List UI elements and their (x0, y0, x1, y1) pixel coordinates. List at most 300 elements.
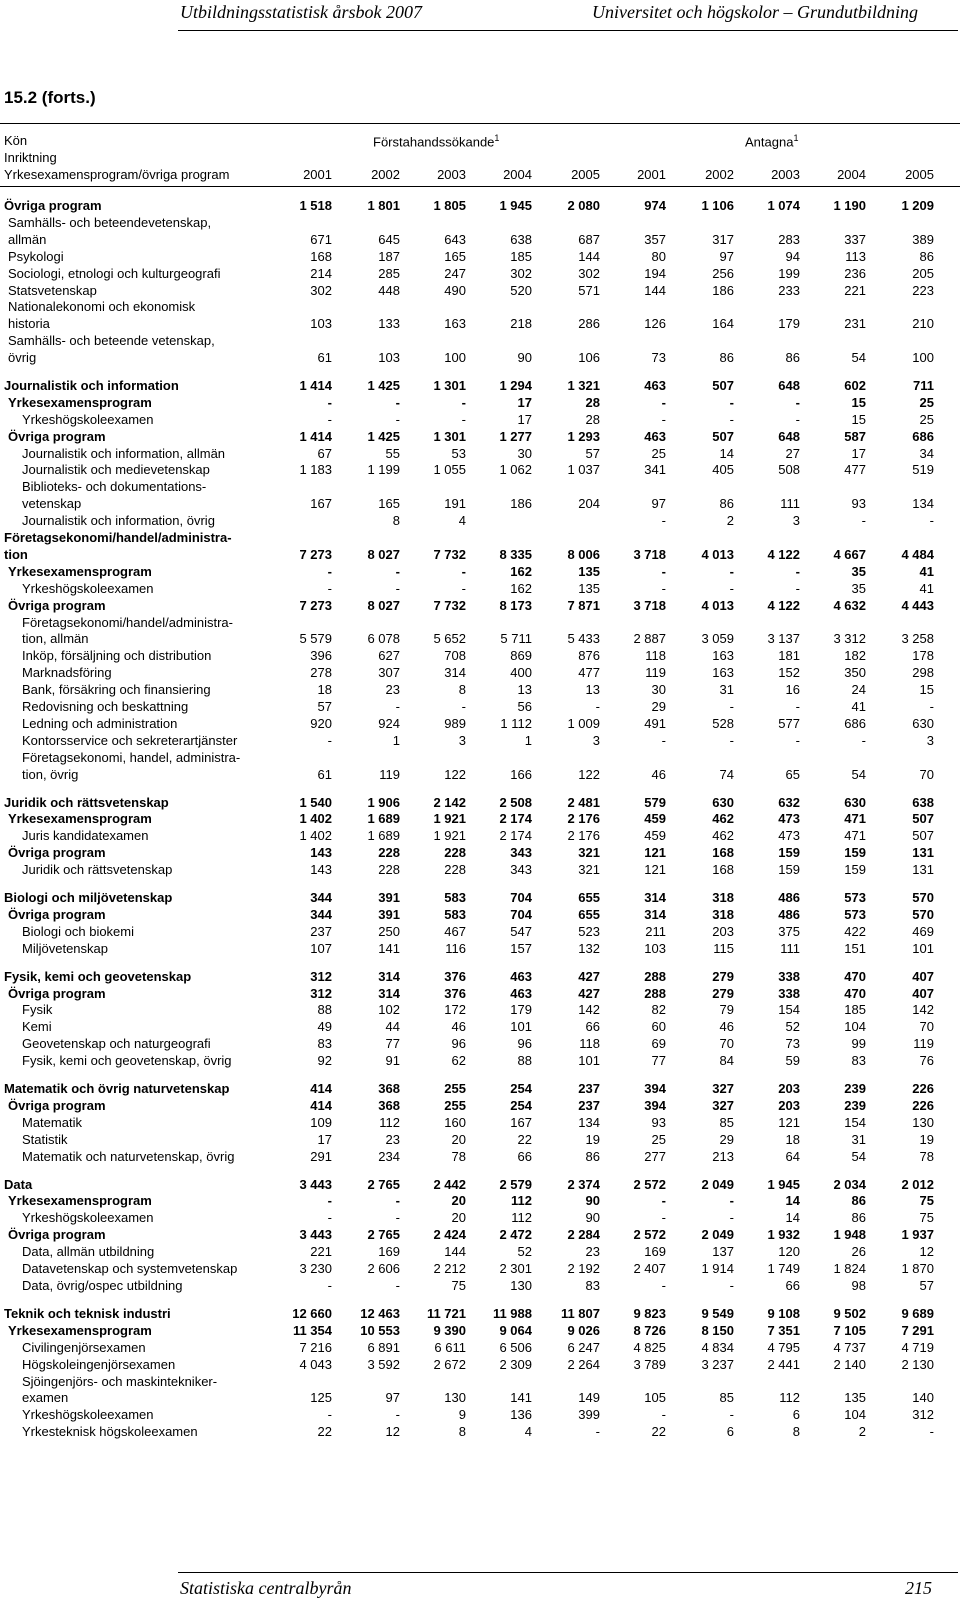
cell-value: 298 (912, 665, 934, 680)
cell-value: 11 807 (560, 1306, 600, 1321)
cell-value: 507 (912, 828, 934, 843)
table-row (0, 1036, 960, 1053)
col-group-antagna (745, 133, 798, 149)
cell-value: 427 (578, 986, 600, 1001)
cell-value: 19 (585, 1132, 600, 1147)
cell-value: 2 765 (367, 1227, 400, 1242)
row-label: Fysik (22, 1002, 53, 1017)
cell-value: 405 (712, 462, 734, 477)
cell-value: 65 (785, 767, 800, 782)
cell-value: 67 (317, 446, 332, 461)
cell-value: 57 (317, 699, 332, 714)
cell-value: 920 (310, 716, 332, 731)
cell-value: 327 (712, 1098, 734, 1113)
cell-value: 152 (778, 665, 800, 680)
cell-value: - (327, 733, 332, 748)
cell-value: 338 (778, 969, 800, 984)
cell-value: 704 (510, 907, 532, 922)
table-row (0, 750, 960, 767)
cell-value: 112 (779, 1390, 800, 1405)
cell-value: 46 (651, 767, 666, 782)
cell-value: 407 (912, 969, 934, 984)
footer-left-text: Statistiska centralbyrån (180, 1578, 352, 1598)
row-label: Matematik och övrig naturvetenskap (4, 1081, 230, 1096)
cell-value: 5 711 (500, 631, 532, 646)
cell-value: 119 (913, 1036, 934, 1051)
cell-value: 164 (712, 316, 734, 331)
row-label: Yrkesteknisk högskoleexamen (22, 1424, 198, 1439)
cell-value: 178 (912, 648, 934, 663)
cell-value: 3 059 (701, 631, 734, 646)
cell-value: 1 183 (299, 462, 332, 477)
row-label: Redovisning och beskattning (22, 699, 189, 714)
col-group-forstahandssokande-note: 1 (494, 133, 500, 143)
year-header: 2003 (437, 167, 466, 182)
cell-value: 2 034 (833, 1177, 866, 1192)
cell-value: 239 (844, 1081, 866, 1096)
cell-value: 507 (712, 378, 734, 393)
cell-value: 2 142 (433, 795, 466, 810)
cell-value: 132 (578, 941, 600, 956)
cell-value: 1 945 (499, 198, 532, 213)
table-row (0, 266, 960, 283)
cell-value: 643 (444, 232, 466, 247)
cell-value: 974 (644, 198, 666, 213)
row-label: Sociologi, etnologi och kulturgeografi (8, 266, 221, 281)
table-row (0, 969, 960, 986)
cell-value: 1 062 (499, 462, 532, 477)
cell-value: 203 (778, 1098, 800, 1113)
cell-value: 3 592 (367, 1357, 400, 1372)
cell-value: 133 (378, 316, 400, 331)
cell-value: - (461, 412, 466, 427)
cell-value: 20 (451, 1210, 466, 1225)
cell-value: 1 689 (367, 828, 400, 843)
row-label: Övriga program (4, 198, 102, 213)
cell-value: 20 (451, 1193, 466, 1208)
cell-value: 2 481 (567, 795, 600, 810)
cell-value: 85 (719, 1115, 734, 1130)
cell-value: - (461, 581, 466, 596)
cell-value: 28 (585, 395, 600, 410)
cell-value: - (661, 1278, 666, 1293)
year-header: 2004 (503, 167, 532, 182)
row-label: Biblioteks- och dokumentations- (22, 479, 207, 494)
cell-value: 571 (578, 283, 600, 298)
cell-value: 172 (444, 1002, 466, 1017)
cell-value: 473 (778, 828, 800, 843)
cell-value: 519 (912, 462, 934, 477)
cell-value: 399 (578, 1407, 600, 1422)
table-row (0, 716, 960, 733)
row-label: Biologi och biokemi (22, 924, 135, 939)
cell-value: 159 (778, 862, 800, 877)
cell-value: 84 (719, 1053, 734, 1068)
cell-value: 213 (712, 1149, 734, 1164)
cell-value: 140 (912, 1390, 934, 1405)
cell-value: 82 (651, 1002, 666, 1017)
cell-value: 112 (511, 1193, 532, 1208)
cell-value: 106 (578, 350, 600, 365)
cell-value: 11 988 (492, 1306, 532, 1321)
cell-value: 101 (578, 1053, 600, 1068)
table-row (0, 198, 960, 215)
cell-value: 2 508 (499, 795, 532, 810)
cell-value: - (929, 1424, 934, 1439)
cell-value: 86 (919, 249, 934, 264)
cell-value: - (929, 699, 934, 714)
row-label: Yrkesexamensprogram (8, 1193, 152, 1208)
cell-value: - (395, 699, 400, 714)
cell-value: 130 (444, 1390, 466, 1405)
cell-value: 312 (912, 1407, 934, 1422)
row-label: Övriga program (8, 845, 106, 860)
cell-value: 4 122 (767, 547, 800, 562)
row-label: Juridik och rättsvetenskap (4, 795, 169, 810)
cell-value: 113 (845, 249, 866, 264)
cell-value: 3 258 (901, 631, 934, 646)
cell-value: 375 (778, 924, 800, 939)
cell-value: 121 (778, 1115, 800, 1130)
cell-value: 22 (317, 1424, 332, 1439)
cell-value: 1 037 (567, 462, 600, 477)
cell-value: 5 652 (433, 631, 466, 646)
cell-value: 55 (385, 446, 400, 461)
cell-value: 869 (510, 648, 532, 663)
cell-value: 277 (644, 1149, 666, 1164)
cell-value: - (461, 395, 466, 410)
cell-value: 149 (578, 1390, 600, 1405)
cell-value: 35 (851, 564, 866, 579)
cell-value: 247 (444, 266, 466, 281)
cell-value: 645 (378, 232, 400, 247)
cell-value: 214 (310, 266, 332, 281)
cell-value: 66 (517, 1149, 532, 1164)
cell-value: 3 230 (299, 1261, 332, 1276)
table-row (0, 581, 960, 598)
cell-value: 1 277 (499, 429, 532, 444)
cell-value: - (395, 1210, 400, 1225)
table-row (0, 333, 960, 350)
cell-value: 122 (578, 767, 600, 782)
cell-value: 507 (712, 429, 734, 444)
cell-value: 79 (719, 1002, 734, 1017)
cell-value: 8 (392, 513, 400, 528)
cell-value: 8 (458, 1424, 466, 1439)
cell-value: 4 834 (701, 1340, 734, 1355)
cell-value: 144 (578, 249, 600, 264)
cell-value: 221 (310, 1244, 332, 1259)
table-row (0, 598, 960, 615)
cell-value: 638 (912, 795, 934, 810)
table-row (0, 1177, 960, 1194)
cell-value: 160 (444, 1115, 466, 1130)
table-row (0, 1132, 960, 1149)
cell-value: 2 012 (901, 1177, 934, 1192)
cell-value: 459 (644, 828, 666, 843)
cell-value: 14 (785, 1210, 800, 1225)
cell-value: 255 (444, 1098, 466, 1113)
row-label: Data (4, 1177, 33, 1192)
cell-value: 137 (712, 1244, 734, 1259)
cell-value: 168 (712, 862, 734, 877)
cell-value: 1 914 (701, 1261, 734, 1276)
cell-value: 88 (517, 1053, 532, 1068)
cell-value: 167 (310, 496, 332, 511)
cell-value: 9 (458, 1407, 466, 1422)
cell-value: 470 (844, 969, 866, 984)
cell-value: 2 049 (701, 1227, 734, 1242)
cell-value: 2 424 (433, 1227, 466, 1242)
cell-value: 104 (844, 1407, 866, 1422)
cell-value: 632 (778, 795, 800, 810)
cell-value: 250 (378, 924, 400, 939)
cell-value: 142 (912, 1002, 934, 1017)
year-header: 2005 (571, 167, 600, 182)
row-label: Psykologi (8, 249, 64, 264)
cell-value: 314 (378, 986, 400, 1001)
cell-value: 9 390 (433, 1323, 466, 1338)
table-row (0, 1019, 960, 1036)
cell-value: 28 (585, 412, 600, 427)
cell-value: 101 (510, 1019, 532, 1034)
cell-value: 93 (651, 1115, 666, 1130)
cell-value: 125 (310, 1390, 332, 1405)
cell-value: 3 789 (633, 1357, 666, 1372)
cell-value: 169 (378, 1244, 400, 1259)
table-top-rule (0, 123, 960, 124)
cell-value: 154 (778, 1002, 800, 1017)
cell-value: 59 (785, 1053, 800, 1068)
cell-value: 1 (392, 733, 400, 748)
cell-value: 93 (851, 496, 866, 511)
cell-value: 205 (912, 266, 934, 281)
cell-value: 2 049 (701, 1177, 734, 1192)
cell-value: 3 (926, 733, 934, 748)
cell-value: 279 (712, 986, 734, 1001)
row-label: Kemi (22, 1019, 52, 1034)
cell-value: 463 (644, 429, 666, 444)
cell-value: 199 (778, 266, 800, 281)
table-row (0, 547, 960, 564)
cell-value: - (729, 1210, 734, 1225)
cell-value: 111 (780, 941, 800, 956)
cell-value: 314 (444, 665, 466, 680)
cell-value: 357 (644, 232, 666, 247)
cell-value: 337 (844, 232, 866, 247)
table-row (0, 665, 960, 682)
cell-value: 179 (778, 316, 800, 331)
table-row (0, 1227, 960, 1244)
cell-value: 3 (792, 513, 800, 528)
cell-value: - (661, 733, 666, 748)
table-row (0, 1081, 960, 1098)
cell-value: 134 (912, 496, 934, 511)
row-label: Övriga program (8, 598, 106, 613)
cell-value: - (795, 564, 800, 579)
cell-value: 131 (912, 845, 934, 860)
cell-value: 391 (378, 890, 400, 905)
cell-value: - (729, 395, 734, 410)
cell-value: 2 212 (433, 1261, 466, 1276)
cell-value: 1 199 (367, 462, 400, 477)
cell-value: 2 887 (633, 631, 666, 646)
table-row (0, 648, 960, 665)
cell-value: 115 (713, 941, 734, 956)
cell-value: 648 (778, 378, 800, 393)
cell-value: 52 (785, 1019, 800, 1034)
cell-value: 3 443 (299, 1227, 332, 1242)
cell-value: 231 (844, 316, 866, 331)
cell-value: 135 (578, 564, 600, 579)
cell-value: 344 (310, 907, 332, 922)
table-row (0, 862, 960, 879)
cell-value: 29 (719, 1132, 734, 1147)
cell-value: 283 (778, 232, 800, 247)
cell-value: 26 (851, 1244, 866, 1259)
cell-value: 57 (585, 446, 600, 461)
cell-value: 18 (317, 682, 332, 697)
cell-value: 407 (912, 986, 934, 1001)
row-label: Övriga program (8, 986, 106, 1001)
cell-value: 6 078 (367, 631, 400, 646)
cell-value: 12 660 (292, 1306, 332, 1321)
table-row (0, 496, 960, 513)
cell-value: 130 (912, 1115, 934, 1130)
table-row (0, 986, 960, 1003)
cell-value: 9 549 (701, 1306, 734, 1321)
cell-value: 391 (378, 907, 400, 922)
cell-value: 41 (919, 564, 934, 579)
row-label: vetenskap (22, 496, 82, 511)
cell-value: 105 (644, 1390, 666, 1405)
cell-value: 237 (578, 1098, 600, 1113)
cell-value: 97 (719, 249, 734, 264)
cell-value: 1 540 (299, 795, 332, 810)
table-row (0, 795, 960, 812)
cell-value: 394 (644, 1081, 666, 1096)
row-label: Yrkeshögskoleexamen (22, 1210, 154, 1225)
cell-value: 226 (912, 1098, 934, 1113)
cell-value: 234 (378, 1149, 400, 1164)
table-row (0, 1115, 960, 1132)
cell-value: 1 055 (433, 462, 466, 477)
cell-value: - (595, 699, 600, 714)
cell-value: 187 (378, 249, 400, 264)
row-label: Miljövetenskap (22, 941, 108, 956)
table-row (0, 1374, 960, 1391)
cell-value: 302 (310, 283, 332, 298)
cell-value: 321 (578, 862, 600, 877)
row-label: Statsvetenskap (8, 283, 97, 298)
cell-value: 13 (517, 682, 532, 697)
cell-value: 116 (445, 941, 466, 956)
cell-value: 1 112 (500, 716, 532, 731)
cell-value: 9 064 (499, 1323, 532, 1338)
cell-value: 223 (912, 283, 934, 298)
cell-value: 75 (451, 1278, 466, 1293)
cell-value: 23 (385, 1132, 400, 1147)
cell-value: 9 026 (567, 1323, 600, 1338)
cell-value: 204 (578, 496, 600, 511)
cell-value: 30 (651, 682, 666, 697)
cell-value: 989 (444, 716, 466, 731)
table-row (0, 845, 960, 862)
cell-value: 1 937 (901, 1227, 934, 1242)
cell-value: 165 (444, 249, 466, 264)
cell-value: 34 (919, 446, 934, 461)
footer-page-number: 215 (905, 1578, 932, 1598)
year-header: 2003 (771, 167, 800, 182)
cell-value: 70 (919, 1019, 934, 1034)
cell-value: 112 (379, 1115, 400, 1130)
row-label: Fysik, kemi och geovetenskap (4, 969, 192, 984)
cell-value: 686 (844, 716, 866, 731)
cell-value: 17 (517, 412, 532, 427)
table-row (0, 378, 960, 395)
cell-value: 31 (851, 1132, 866, 1147)
cell-value: - (661, 395, 666, 410)
cell-value: 627 (378, 648, 400, 663)
table-row (0, 1407, 960, 1424)
cell-value: 86 (719, 350, 734, 365)
cell-value: 22 (651, 1424, 666, 1439)
cell-value: 144 (644, 283, 666, 298)
table-row (0, 1002, 960, 1019)
cell-value: - (327, 1407, 332, 1422)
cell-value: 1 425 (367, 378, 400, 393)
cell-value: 469 (912, 924, 934, 939)
row-label: Övriga program (8, 1227, 106, 1242)
cell-value: 10 553 (360, 1323, 400, 1338)
cell-value: - (729, 412, 734, 427)
cell-value: 1 (524, 733, 532, 748)
cell-value: 491 (644, 716, 666, 731)
cell-value: 7 216 (299, 1340, 332, 1355)
cell-value: 107 (310, 941, 332, 956)
cell-value: 6 (792, 1407, 800, 1422)
cell-value: 470 (844, 986, 866, 1001)
cell-value: 4 122 (767, 598, 800, 613)
cell-value: - (327, 395, 332, 410)
cell-value: 186 (510, 496, 532, 511)
table-row (0, 283, 960, 300)
cell-value: - (861, 733, 866, 748)
table-row (0, 907, 960, 924)
cell-value: 163 (444, 316, 466, 331)
col-group-forstahandssokande-label: Förstahandssökande (373, 134, 495, 150)
cell-value: 687 (578, 232, 600, 247)
cell-value: 14 (785, 1193, 800, 1208)
year-header: 2002 (371, 167, 400, 182)
cell-value: 100 (444, 350, 466, 365)
cell-value: 185 (844, 1002, 866, 1017)
page-header (0, 0, 960, 32)
cell-value: 23 (385, 682, 400, 697)
cell-value: - (461, 699, 466, 714)
row-label: Journalistik och information, allmän (22, 446, 226, 461)
cell-value: 278 (310, 665, 332, 680)
cell-value: 73 (785, 1036, 800, 1051)
cell-value: 60 (651, 1019, 666, 1034)
cell-value: - (729, 1193, 734, 1208)
cell-value: - (461, 564, 466, 579)
cell-value: 92 (317, 1053, 332, 1068)
cell-value: 3 (592, 733, 600, 748)
cell-value: 4 719 (901, 1340, 934, 1355)
cell-value: 61 (317, 767, 332, 782)
row-label: Geovetenskap och naturgeografi (22, 1036, 211, 1051)
